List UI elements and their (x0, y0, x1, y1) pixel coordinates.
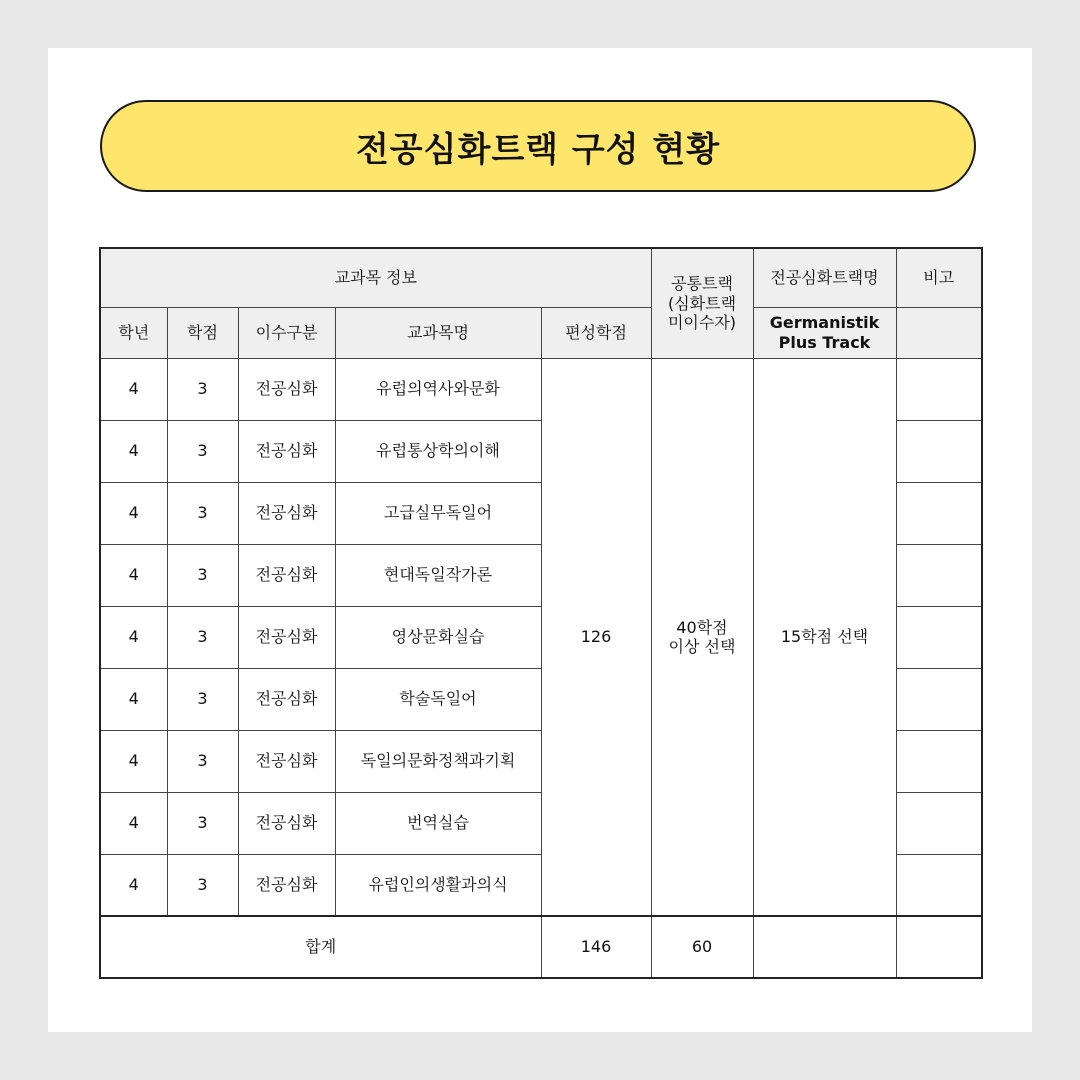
note-cell (896, 854, 982, 916)
page-title: 전공심화트랙 구성 현황 (355, 129, 721, 170)
course-name-header: 교과목명 (335, 307, 541, 358)
category-cell: 전공심화 (238, 730, 335, 792)
course-name-cell: 유럽통상학의이해 (335, 420, 541, 482)
year-cell: 4 (100, 606, 167, 668)
course-rows (100, 358, 982, 916)
course-name-cell: 학술독일어 (335, 668, 541, 730)
category-cell: 전공심화 (238, 854, 335, 916)
note-header-blank (896, 307, 982, 358)
year-cell: 4 (100, 420, 167, 482)
course-name-cell: 유럽의역사와문화 (335, 358, 541, 420)
year-header: 학년 (100, 307, 167, 358)
credit-cell: 3 (167, 730, 238, 792)
merged-common-track: 40학점 이상 선택 (651, 358, 753, 916)
category-cell: 전공심화 (238, 544, 335, 606)
year-cell: 4 (100, 730, 167, 792)
credit-cell: 3 (167, 420, 238, 482)
common-track-header: 공통트랙 (심화트랙 미이수자) (651, 248, 753, 358)
note-header: 비고 (896, 248, 982, 307)
note-cell (896, 358, 982, 420)
year-cell: 4 (100, 792, 167, 854)
total-credit-header: 편성학점 (541, 307, 651, 358)
track-table (99, 247, 983, 979)
merged-track: 15학점 선택 (753, 358, 896, 916)
course-name-cell: 영상문화실습 (335, 606, 541, 668)
category-cell: 전공심화 (238, 606, 335, 668)
year-cell: 4 (100, 544, 167, 606)
credit-header: 학점 (167, 307, 238, 358)
track-name: Germanistik Plus Track (769, 313, 880, 352)
table-row (100, 358, 982, 420)
credit-cell: 3 (167, 544, 238, 606)
note-cell (896, 668, 982, 730)
summary-note (896, 916, 982, 978)
credit-cell: 3 (167, 668, 238, 730)
track-name-header: 전공심화트랙명 (753, 248, 896, 307)
credit-cell: 3 (167, 606, 238, 668)
course-info-header: 교과목 정보 (100, 248, 651, 307)
summary-track (753, 916, 896, 978)
track-name-cell (753, 307, 896, 358)
merged-total-credit: 126 (541, 358, 651, 916)
course-name-cell: 유럽인의생활과의식 (335, 854, 541, 916)
note-cell (896, 606, 982, 668)
course-name-cell: 번역실습 (335, 792, 541, 854)
note-cell (896, 792, 982, 854)
category-header: 이수구분 (238, 307, 335, 358)
note-cell (896, 544, 982, 606)
category-cell: 전공심화 (238, 482, 335, 544)
credit-cell: 3 (167, 854, 238, 916)
category-cell: 전공심화 (238, 358, 335, 420)
course-name-cell: 현대독일작가론 (335, 544, 541, 606)
course-name-cell: 고급실무독일어 (335, 482, 541, 544)
credit-cell: 3 (167, 358, 238, 420)
credit-cell: 3 (167, 792, 238, 854)
year-cell: 4 (100, 482, 167, 544)
note-cell (896, 420, 982, 482)
category-cell: 전공심화 (238, 792, 335, 854)
summary-total-credit: 146 (541, 916, 651, 978)
note-cell (896, 730, 982, 792)
category-cell: 전공심화 (238, 420, 335, 482)
course-name-cell: 독일의문화정책과기획 (335, 730, 541, 792)
credit-cell: 3 (167, 482, 238, 544)
year-cell: 4 (100, 358, 167, 420)
title-banner (100, 100, 976, 192)
summary-label: 합계 (100, 916, 541, 978)
category-cell: 전공심화 (238, 668, 335, 730)
summary-common-track: 60 (651, 916, 753, 978)
note-cell (896, 482, 982, 544)
year-cell: 4 (100, 854, 167, 916)
year-cell: 4 (100, 668, 167, 730)
summary-row (100, 916, 982, 978)
